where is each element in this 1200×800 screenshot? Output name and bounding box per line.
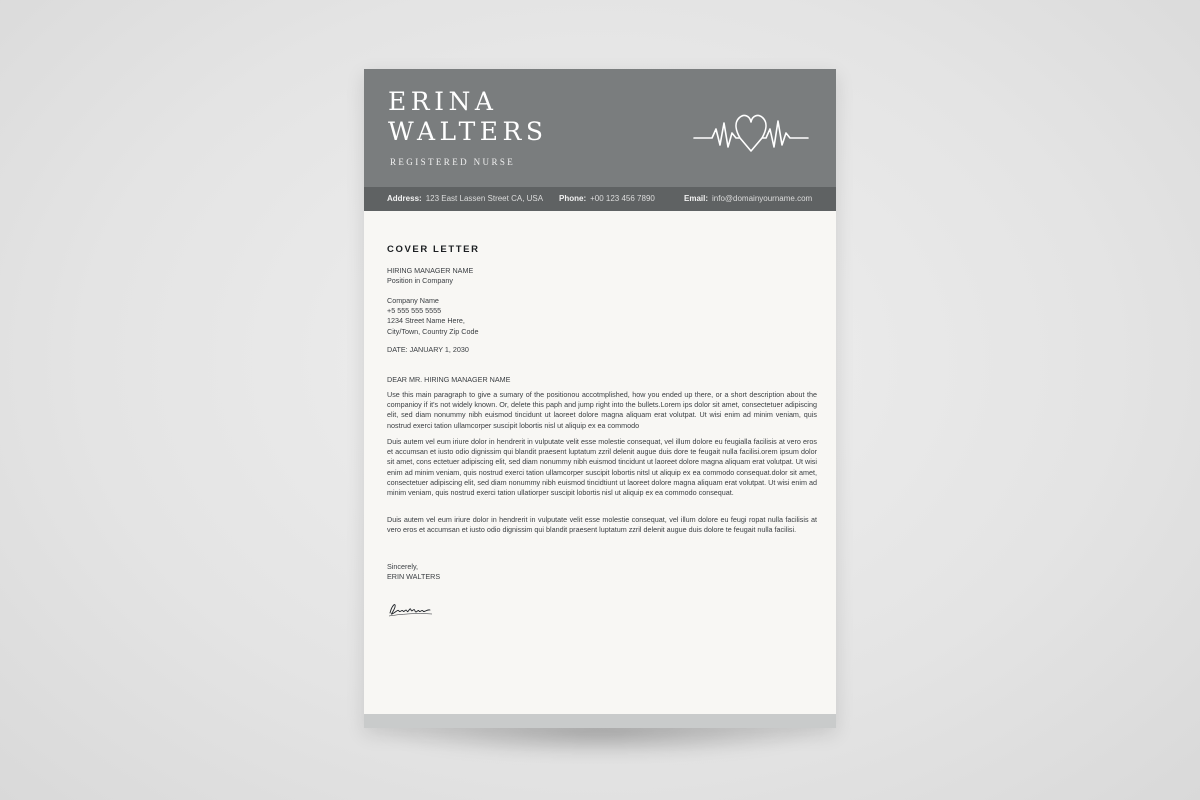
paper-bottom-strip — [364, 714, 836, 728]
company-line: Company Name — [387, 296, 439, 305]
cover-letter-page — [364, 69, 836, 728]
contact-address — [387, 187, 543, 211]
recipient-position: Position in Company — [387, 276, 453, 286]
paragraph-1: Use this main paragraph to give a sumary of the positionou accotmplished, how you ended up there, or a short description about the companioy if it's not widely known. Or, delete this paph and jump right into the bullets.Lorem ips dolor sit amet, consectetuer adipiscing elit, sed diam nonummy nibh euismod tincidunt ut laoreet dolore magna aliquam erat volutpat. Ut wisi enim ad minim veniam, quis nostrud exerci tation ullamcorper suscipit lobortis nisl ut aliquip ex ea commodo — [387, 390, 817, 430]
email-value: info@domainyourname.com — [712, 194, 813, 203]
paragraph-3: Duis autem vel eum iriure dolor in hendrerit in vulputate velit esse molestie consequat, vel illum dolore eu feugi ropat nulla facilisis at vero eros et accumsan et iusto odio dignissim qui blandit praesent luptatum zzril delenit augue duis dolore te feugait nulla facilisi. — [387, 515, 817, 535]
company-line: City/Town, Country Zip Code — [387, 326, 479, 336]
applicant-name — [388, 87, 547, 147]
contact-bar — [364, 187, 836, 211]
letter-date: DATE: JANUARY 1, 2030 — [387, 345, 469, 354]
phone-value: +00 123 456 7890 — [590, 194, 655, 203]
closing-block — [387, 562, 817, 582]
contact-email — [684, 187, 812, 211]
applicant-role: REGISTERED NURSE — [390, 157, 516, 167]
company-line: +5 555 555 5555 — [387, 306, 442, 316]
heartbeat-heart-icon — [692, 107, 810, 157]
last-name: WALTERS — [388, 117, 548, 146]
recipient-block — [387, 266, 817, 286]
first-name: ERINA — [388, 87, 498, 116]
letter-salutation: DEAR MR. HIRING MANAGER NAME — [387, 375, 511, 384]
signer-name: ERIN WALTERS — [387, 572, 441, 582]
company-block — [387, 296, 817, 337]
letter-header — [364, 69, 836, 187]
paragraph-2: Duis autem vel eum iriure dolor in hendrerit in vulputate velit esse molestie consequat, vel illum dolore eu feugialla facilisis at vero eros et accumsan et iusto odio dignissim qui blandit praesent luptatum zzril delenit augue duis dore te feugait nulla facilisi.orem ipsum dolor sit amet, cons ectetuer adipiscing elit, sed diam nonummy nibh euismod tincidunt ut laoreet dolore magna aliquam erat volutpat. Ut wisi enim ad minim veniam, quis nostrud exerci tation ullamcorper suscipit lobortis nitsl ut aliquip ex ea commodo consequat.dolor sit amet, consectetuer adipiscing elit, sed diam nonummy nibh euismod tincidtiunt ut laoreet dolore magna aliquam erat volutpat. Ut wisi enim ad minim veniam, quis nostrud exerci tation ullatiorper suscipit lobortis nisl ut aliquip ex ea commodo consequat. — [387, 437, 817, 498]
contact-phone — [559, 187, 655, 211]
recipient-name: HIRING MANAGER NAME — [387, 266, 474, 275]
email-label: Email: — [684, 194, 709, 203]
letter-title: COVER LETTER — [387, 244, 480, 255]
company-line: 1234 Street Name Here, — [387, 316, 465, 326]
address-label: Address: — [387, 194, 422, 203]
address-value: 123 East Lassen Street CA, USA — [425, 194, 544, 203]
signature — [386, 599, 436, 619]
closing: Sincerely, — [387, 562, 419, 571]
phone-label: Phone: — [559, 194, 587, 203]
